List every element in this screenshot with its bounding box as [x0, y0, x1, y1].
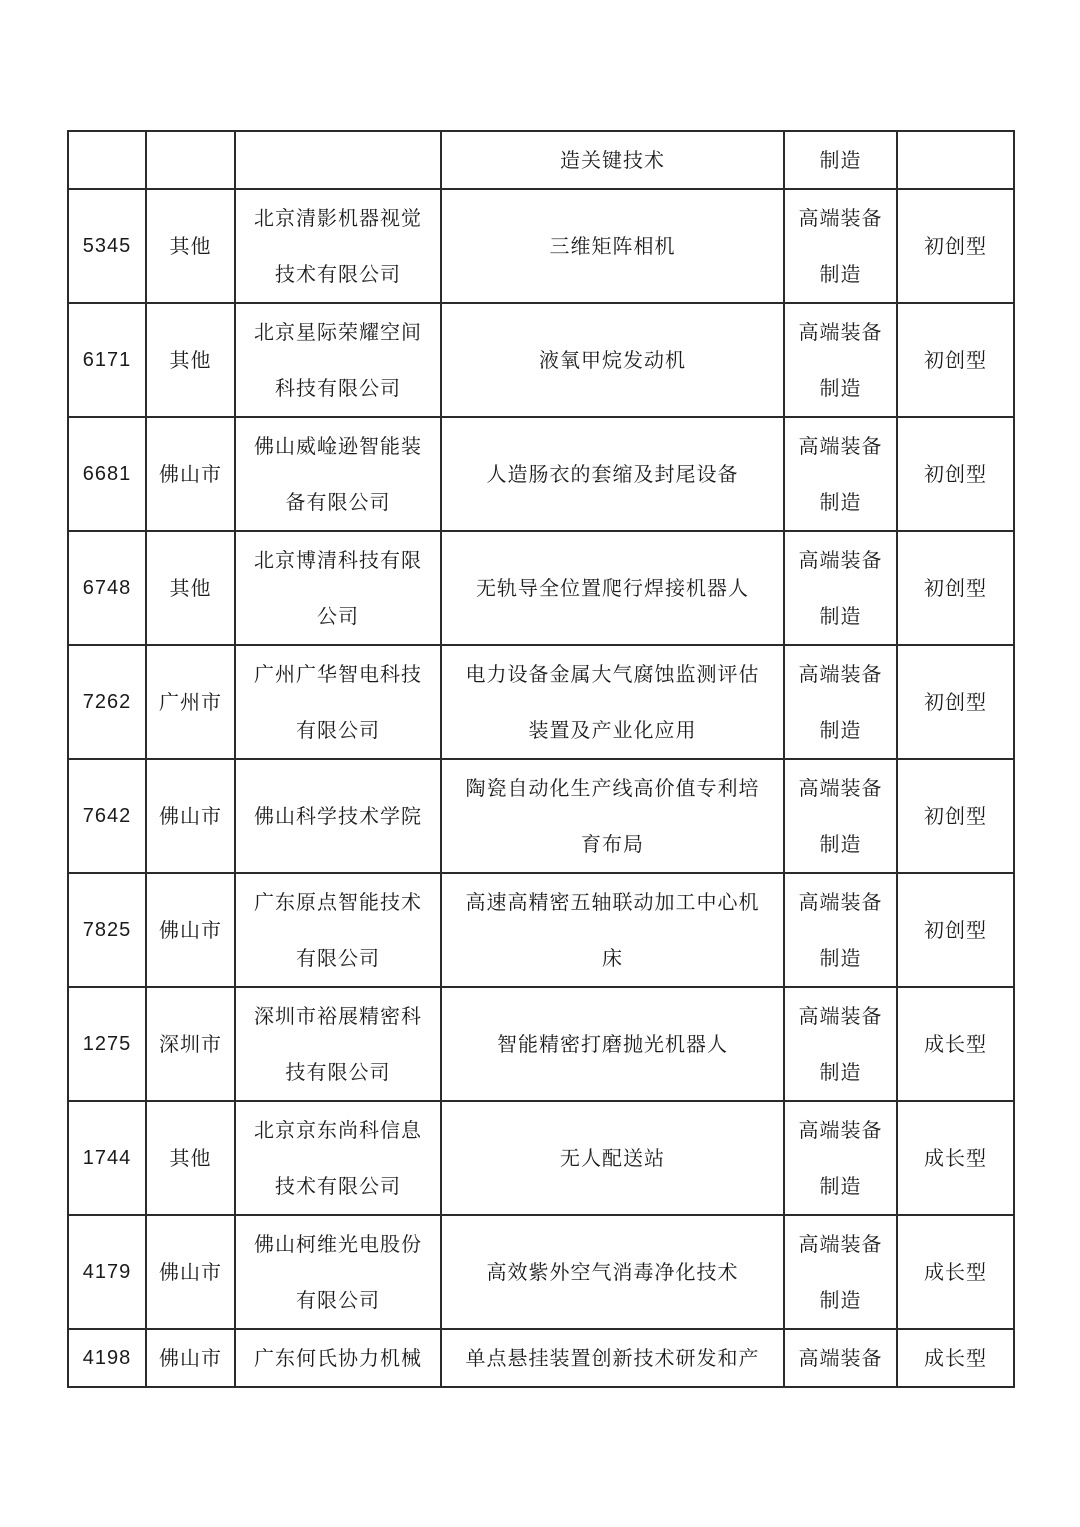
cell-line: 佛山市: [159, 462, 222, 486]
cell-line: 装置及产业化应用: [528, 718, 697, 742]
cell-line: 其他: [169, 234, 212, 258]
cell-line: 高端装备: [798, 548, 883, 572]
cell-line: 广州市: [159, 690, 222, 714]
table-row: [68, 417, 1014, 531]
region-cell: [146, 873, 235, 987]
cell-line: 高端装备: [798, 1118, 883, 1142]
company-cell: [235, 1101, 441, 1215]
cell-line: 其他: [169, 348, 212, 372]
table-row: [68, 531, 1014, 645]
cell-line: 6681: [82, 463, 132, 485]
project-cell: [441, 303, 784, 417]
table-row: [68, 189, 1014, 303]
cell-line: 技术有限公司: [275, 1174, 401, 1198]
cell-line: 有限公司: [296, 1288, 380, 1312]
cell-line: 液氧甲烷发动机: [539, 348, 686, 372]
region-cell: [146, 189, 235, 303]
type-cell: [897, 987, 1014, 1101]
cell-line: 深圳市: [159, 1032, 222, 1056]
project-cell: [441, 189, 784, 303]
cell-line: 有限公司: [296, 718, 380, 742]
cell-line: 高端装备: [798, 776, 883, 800]
table-row: [68, 303, 1014, 417]
cell-line: 成长型: [924, 1032, 987, 1056]
project-cell: [441, 1101, 784, 1215]
cell-line: 佛山市: [159, 804, 222, 828]
region-cell: [146, 1101, 235, 1215]
company-cell: [235, 645, 441, 759]
cell-line: 北京星际荣耀空间: [254, 320, 422, 344]
table-row: [68, 131, 1014, 189]
cell-line: 育布局: [581, 832, 644, 856]
cell-line: 高效紫外空气消毒净化技术: [486, 1260, 739, 1284]
region-cell: [146, 759, 235, 873]
project-cell: [441, 1215, 784, 1329]
region-cell: [146, 645, 235, 759]
cell-line: 制造: [819, 946, 862, 970]
project-cell: [441, 759, 784, 873]
id-cell: [68, 189, 146, 303]
industry-cell: [784, 873, 897, 987]
cell-line: 佛山市: [159, 918, 222, 942]
cell-line: 其他: [169, 1146, 212, 1170]
cell-line: 公司: [317, 604, 359, 628]
cell-line: 高端装备: [798, 434, 883, 458]
id-cell: [68, 1215, 146, 1329]
cell-line: 初创型: [924, 576, 987, 600]
type-cell: [897, 1215, 1014, 1329]
cell-line: 成长型: [924, 1346, 987, 1370]
company-cell: [235, 759, 441, 873]
cell-line: 6748: [82, 577, 132, 599]
cell-line: 北京博清科技有限: [254, 548, 422, 572]
type-cell: [897, 1329, 1014, 1387]
cell-line: 制造: [819, 1060, 862, 1084]
industry-cell: [784, 1215, 897, 1329]
cell-line: 佛山市: [159, 1260, 222, 1284]
company-cell: [235, 303, 441, 417]
cell-line: 6171: [82, 349, 132, 371]
company-cell: [235, 873, 441, 987]
cell-line: 4198: [82, 1347, 132, 1369]
table-row: [68, 1329, 1014, 1387]
cell-line: 智能精密打磨抛光机器人: [497, 1032, 728, 1056]
project-cell: [441, 645, 784, 759]
type-cell: [897, 759, 1014, 873]
cell-line: 高端装备: [798, 1346, 883, 1370]
cell-line: 技术有限公司: [275, 262, 401, 286]
type-cell: [897, 131, 1014, 189]
cell-line: 制造: [819, 718, 862, 742]
cell-line: 单点悬挂装置创新技术研发和产: [465, 1346, 760, 1370]
region-cell: [146, 1329, 235, 1387]
industry-cell: [784, 417, 897, 531]
cell-line: 高端装备: [798, 1232, 883, 1256]
cell-line: 初创型: [924, 348, 987, 372]
industry-cell: [784, 531, 897, 645]
cell-line: 人造肠衣的套缩及封尾设备: [486, 462, 739, 486]
cell-line: 无轨导全位置爬行焊接机器人: [476, 576, 749, 600]
type-cell: [897, 1101, 1014, 1215]
cell-line: 制造: [819, 262, 862, 286]
cell-line: 高端装备: [798, 320, 883, 344]
cell-line: 制造: [819, 376, 862, 400]
project-cell: [441, 417, 784, 531]
region-cell: [146, 531, 235, 645]
id-cell: [68, 873, 146, 987]
cell-line: 电力设备金属大气腐蚀监测评估: [465, 662, 760, 686]
cell-line: 广州广华智电科技: [254, 662, 422, 686]
id-cell: [68, 417, 146, 531]
cell-line: 高速高精密五轴联动加工中心机: [465, 890, 760, 914]
company-cell: [235, 1329, 441, 1387]
id-cell: [68, 759, 146, 873]
cell-line: 7642: [82, 805, 132, 827]
cell-line: 北京京东尚科信息: [254, 1118, 422, 1142]
cell-line: 1275: [82, 1033, 132, 1055]
cell-line: 成长型: [924, 1260, 987, 1284]
cell-line: 备有限公司: [285, 490, 391, 514]
id-cell: [68, 987, 146, 1101]
type-cell: [897, 417, 1014, 531]
table-row: [68, 873, 1014, 987]
cell-line: 科技有限公司: [275, 376, 401, 400]
cell-line: 北京清影机器视觉: [254, 206, 422, 230]
industry-cell: [784, 303, 897, 417]
cell-line: 有限公司: [296, 946, 380, 970]
type-cell: [897, 531, 1014, 645]
cell-line: 广东何氏协力机械: [254, 1346, 422, 1370]
cell-line: 7262: [82, 691, 132, 713]
cell-line: 其他: [169, 576, 212, 600]
cell-line: 佛山科学技术学院: [254, 804, 422, 828]
cell-line: 广东原点智能技术: [254, 890, 422, 914]
cell-line: 造关键技术: [560, 148, 665, 172]
id-cell: [68, 1329, 146, 1387]
cell-line: 制造: [819, 1288, 862, 1312]
industry-cell: [784, 645, 897, 759]
table-row: [68, 987, 1014, 1101]
company-cell: [235, 1215, 441, 1329]
project-cell: [441, 987, 784, 1101]
cell-line: 佛山威崯逊智能装: [254, 434, 422, 458]
cell-line: 初创型: [924, 690, 987, 714]
cell-line: 初创型: [924, 918, 987, 942]
cell-line: 制造: [819, 832, 862, 856]
id-cell: [68, 303, 146, 417]
cell-line: 制造: [819, 148, 862, 172]
cell-line: 技有限公司: [285, 1060, 391, 1084]
project-cell: [441, 1329, 784, 1387]
id-cell: [68, 131, 146, 189]
cell-line: 7825: [82, 919, 132, 941]
id-cell: [68, 1101, 146, 1215]
company-cell: [235, 531, 441, 645]
table-row: [68, 759, 1014, 873]
region-cell: [146, 1215, 235, 1329]
id-cell: [68, 531, 146, 645]
region-cell: [146, 131, 235, 189]
cell-line: 高端装备: [798, 206, 883, 230]
cell-line: 5345: [82, 235, 132, 257]
type-cell: [897, 645, 1014, 759]
region-cell: [146, 303, 235, 417]
type-cell: [897, 303, 1014, 417]
industry-cell: [784, 189, 897, 303]
table-row: [68, 1101, 1014, 1215]
company-cell: [235, 189, 441, 303]
cell-line: 制造: [819, 604, 862, 628]
industry-cell: [784, 1101, 897, 1215]
industry-cell: [784, 131, 897, 189]
project-table: [67, 130, 1015, 1388]
cell-line: 无人配送站: [560, 1146, 665, 1170]
industry-cell: [784, 759, 897, 873]
cell-line: 制造: [819, 490, 862, 514]
id-cell: [68, 645, 146, 759]
project-cell: [441, 531, 784, 645]
cell-line: 4179: [82, 1261, 132, 1283]
cell-line: 高端装备: [798, 890, 883, 914]
industry-cell: [784, 987, 897, 1101]
cell-line: 初创型: [924, 804, 987, 828]
cell-line: 深圳市裕展精密科: [254, 1004, 422, 1028]
region-cell: [146, 987, 235, 1101]
project-cell: [441, 131, 784, 189]
table-row: [68, 1215, 1014, 1329]
table-row: [68, 645, 1014, 759]
type-cell: [897, 189, 1014, 303]
company-cell: [235, 417, 441, 531]
cell-line: 三维矩阵相机: [549, 234, 676, 258]
cell-line: 陶瓷自动化生产线高价值专利培: [465, 776, 760, 800]
company-cell: [235, 987, 441, 1101]
cell-line: 高端装备: [798, 1004, 883, 1028]
industry-cell: [784, 1329, 897, 1387]
cell-line: 佛山柯维光电股份: [254, 1232, 422, 1256]
cell-line: 床: [602, 946, 623, 970]
region-cell: [146, 417, 235, 531]
cell-line: 1744: [82, 1147, 132, 1169]
cell-line: 初创型: [924, 462, 987, 486]
cell-line: 成长型: [924, 1146, 987, 1170]
project-cell: [441, 873, 784, 987]
cell-line: 初创型: [924, 234, 987, 258]
company-cell: [235, 131, 441, 189]
cell-line: 佛山市: [159, 1346, 222, 1370]
type-cell: [897, 873, 1014, 987]
cell-line: 制造: [819, 1174, 862, 1198]
cell-line: 高端装备: [798, 662, 883, 686]
